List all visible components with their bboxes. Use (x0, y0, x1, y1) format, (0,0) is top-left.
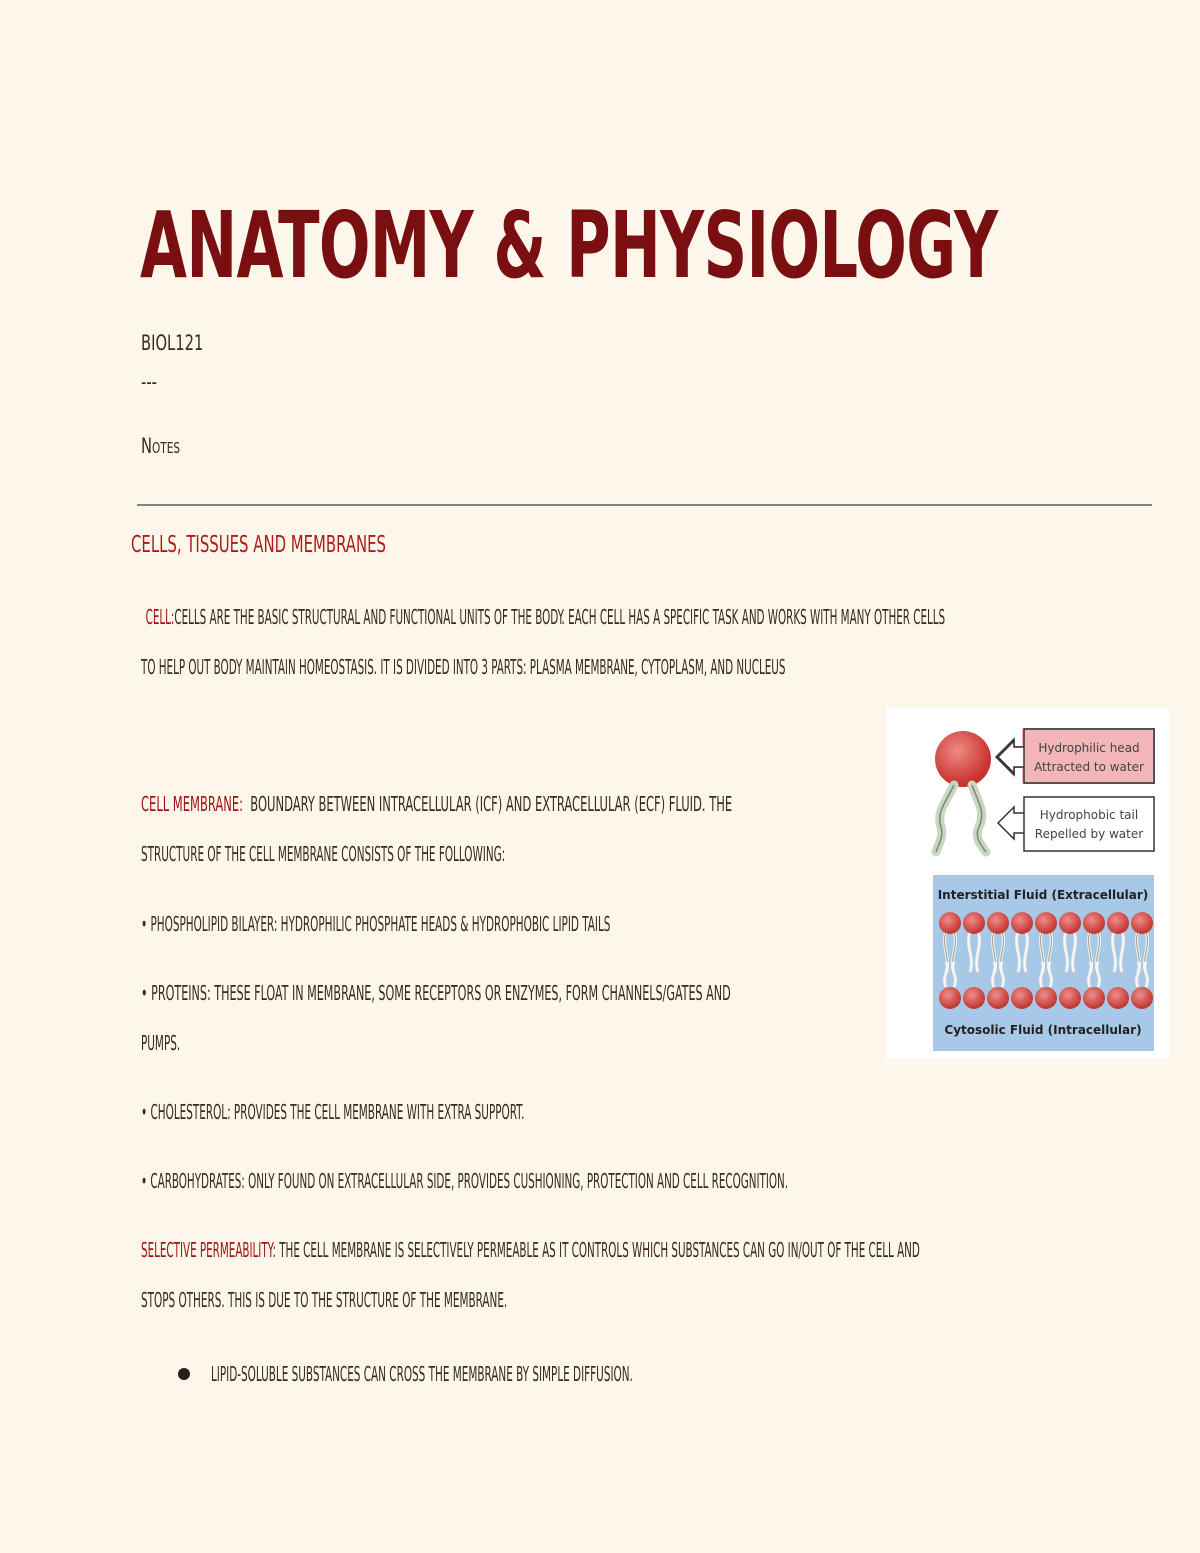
cell-membrane-term: CELL MEMBRANE: (141, 792, 243, 816)
component-proteins-text: • PROTEINS: THESE FLOAT IN MEMBRANE, SOME RECEPTORS OR ENZYMES, FORM CHANNELS/GATES AND (141, 981, 731, 1005)
selective-permeability-term: SELECTIVE PERMEABILITY: (141, 1238, 276, 1262)
cell-membrane-line-1 (141, 779, 732, 829)
cell-definition-2: TO HELP OUT BODY MAINTAIN HOMEOSTASIS. IT IS DIVIDED INTO 3 PARTS: PLASMA MEMBRANE, CYTOPLASM, AND NUCLEUS (141, 655, 786, 679)
head-label-2: Attracted to water (1034, 760, 1144, 774)
phospholipid-diagram (886, 707, 1169, 1059)
cell-definition-1: CELLS ARE THE BASIC STRUCTURAL AND FUNCTIONAL UNITS OF THE BODY. EACH CELL HAS A SPECIFIC TASK AND WORKS WITH MANY OTHER CELLS (174, 605, 946, 629)
component-carbohydrates-text: • CARBOHYDRATES: ONLY FOUND ON EXTRACELLULAR SIDE, PROVIDES CUSHIONING, PROTECTION AND CELL RECOGNITION. (141, 1169, 789, 1193)
list-item-text: LIPID-SOLUBLE SUBSTANCES CAN CROSS THE MEMBRANE BY SIMPLE DIFFUSION. (211, 1362, 633, 1386)
cytosolic-fluid-label: Cytosolic Fluid (Intracellular) (944, 1023, 1142, 1037)
cell-membrane-definition-1: BOUNDARY BETWEEN INTRACELLULAR (ICF) AND EXTRACELLULAR (ECF) FLUID. THE (250, 792, 733, 816)
cell-paragraph (141, 592, 1200, 692)
selective-permeability-definition-2: STOPS OTHERS. THIS IS DUE TO THE STRUCTURE OF THE MEMBRANE. (141, 1288, 508, 1312)
notes-label: Notes (141, 434, 181, 458)
document-title: ANATOMY & PHYSIOLOGY (140, 192, 998, 299)
phospholipid-bilayer-figure (886, 707, 1169, 1059)
component-carbohydrates (141, 1156, 1200, 1206)
cell-membrane-definition-2: STRUCTURE OF THE CELL MEMBRANE CONSISTS OF THE FOLLOWING: (141, 842, 506, 866)
cell-term: CELL: (145, 605, 175, 629)
hydrophilic-head-icon (935, 731, 991, 787)
selective-permeability-paragraph (141, 1225, 1200, 1325)
component-cholesterol-text: • CHOLESTEROL: PROVIDES THE CELL MEMBRANE WITH EXTRA SUPPORT. (141, 1100, 525, 1124)
tail-label-2: Repelled by water (1034, 827, 1144, 841)
horizontal-divider (137, 504, 1152, 506)
list-item (211, 1349, 938, 1399)
component-phospholipid (141, 899, 950, 949)
section-heading: CELLS, TISSUES AND MEMBRANES (131, 532, 387, 558)
selective-permeability-definition-1: THE CELL MEMBRANE IS SELECTIVELY PERMEABLE AS IT CONTROLS WHICH SUBSTANCES CAN GO IN/OUT OF THE CELL AND (279, 1238, 920, 1262)
component-proteins-continuation: PUMPS. (141, 1031, 181, 1055)
selective-permeability-line-1 (141, 1225, 920, 1275)
head-label-1: Hydrophilic head (1038, 741, 1140, 755)
course-code: BIOL121 (141, 331, 204, 355)
tail-label-1: Hydrophobic tail (1039, 808, 1139, 822)
component-cholesterol (141, 1087, 802, 1137)
bullet-icon (178, 1368, 190, 1380)
interstitial-fluid-label: Interstitial Fluid (Extracellular) (937, 888, 1149, 902)
separator-text: --- (141, 370, 157, 394)
component-phospholipid-text: • PHOSPHOLIPID BILAYER: HYDROPHILIC PHOSPHATE HEADS & HYDROPHOBIC LIPID TAILS (141, 912, 611, 936)
cell-line-1 (141, 592, 945, 642)
